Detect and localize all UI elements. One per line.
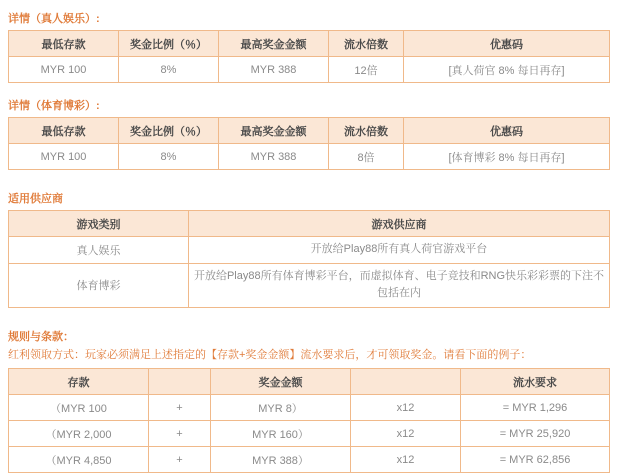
table-cell: MYR 388） (211, 447, 351, 473)
table-row (9, 237, 610, 264)
spacer (8, 172, 609, 186)
rules-example-table (8, 368, 610, 473)
suppliers-title: 适用供应商 (8, 193, 63, 205)
column-header: 存款 (9, 369, 149, 395)
column-header: 流水倍数 (329, 118, 404, 144)
details-live-table (8, 30, 610, 83)
column-header (351, 369, 461, 395)
table-cell: （MYR 4,850 (9, 447, 149, 473)
table-row (9, 447, 610, 473)
table-cell: + (149, 395, 211, 421)
table-row (9, 144, 610, 170)
column-header: 流水要求 (461, 369, 610, 395)
table-cell: [体育博彩 8% 每日再存] (404, 144, 610, 170)
column-header: 奖金比例（％） (119, 118, 219, 144)
table-row (9, 421, 610, 447)
column-header: 最低存款 (9, 118, 119, 144)
details-sports-title: 详情（体育博彩）: (8, 100, 100, 112)
column-header: 流水倍数 (329, 31, 404, 57)
table-cell: 体育博彩 (9, 263, 189, 307)
table-cell: = MYR 25,920 (461, 421, 610, 447)
table-cell: 8倍 (329, 144, 404, 170)
table-cell: （MYR 100 (9, 395, 149, 421)
table-cell: MYR 100 (9, 57, 119, 83)
table-header-row (9, 211, 610, 237)
table-cell: [真人荷官 8% 每日再存] (404, 57, 610, 83)
table-row (9, 57, 610, 83)
table-cell: MYR 388 (219, 57, 329, 83)
table-header-row (9, 118, 610, 144)
details-live-title: 详情（真人娱乐）: (8, 13, 100, 25)
table-cell: = MYR 62,856 (461, 447, 610, 473)
table-cell: 8% (119, 57, 219, 83)
table-cell: （MYR 2,000 (9, 421, 149, 447)
details-sports-table (8, 117, 610, 170)
column-header: 奖金金额 (211, 369, 351, 395)
column-header: 优惠码 (404, 31, 610, 57)
table-row (9, 263, 610, 307)
table-cell: 8% (119, 144, 219, 170)
spacer (8, 85, 609, 93)
table-cell: + (149, 421, 211, 447)
table-header-row (9, 31, 610, 57)
column-header (149, 369, 211, 395)
spacer (8, 310, 609, 324)
table-cell: x12 (351, 421, 461, 447)
table-cell: 真人娱乐 (9, 237, 189, 264)
table-cell: MYR 100 (9, 144, 119, 170)
column-header: 最高奖金金额 (219, 118, 329, 144)
column-header: 最低存款 (9, 31, 119, 57)
column-header: 最高奖金金额 (219, 31, 329, 57)
column-header: 奖金比例（％） (119, 31, 219, 57)
suppliers-table (8, 210, 610, 308)
table-cell: = MYR 1,296 (461, 395, 610, 421)
table-row (9, 395, 610, 421)
table-cell: MYR 160） (211, 421, 351, 447)
rules-note: 红利领取方式：玩家必须满足上述指定的【存款+奖金金额】流水要求后，才可领取奖金。请看下面的例子： (8, 348, 532, 361)
column-header: 游戏类别 (9, 211, 189, 237)
table-cell: + (149, 447, 211, 473)
table-cell: MYR 8） (211, 395, 351, 421)
column-header: 优惠码 (404, 118, 610, 144)
table-cell: 开放给Play88所有体育博彩平台，而虚拟体育、电子竞技和RNG快乐彩彩票的下注不包括在内 (189, 263, 610, 307)
table-cell: MYR 388 (219, 144, 329, 170)
table-header-row (9, 369, 610, 395)
table-cell: 12倍 (329, 57, 404, 83)
table-cell: x12 (351, 395, 461, 421)
rules-title: 规则与条款： (8, 330, 74, 343)
column-header: 游戏供应商 (189, 211, 610, 237)
table-cell: 开放给Play88所有真人荷官游戏平台 (189, 237, 610, 264)
table-cell: x12 (351, 447, 461, 473)
